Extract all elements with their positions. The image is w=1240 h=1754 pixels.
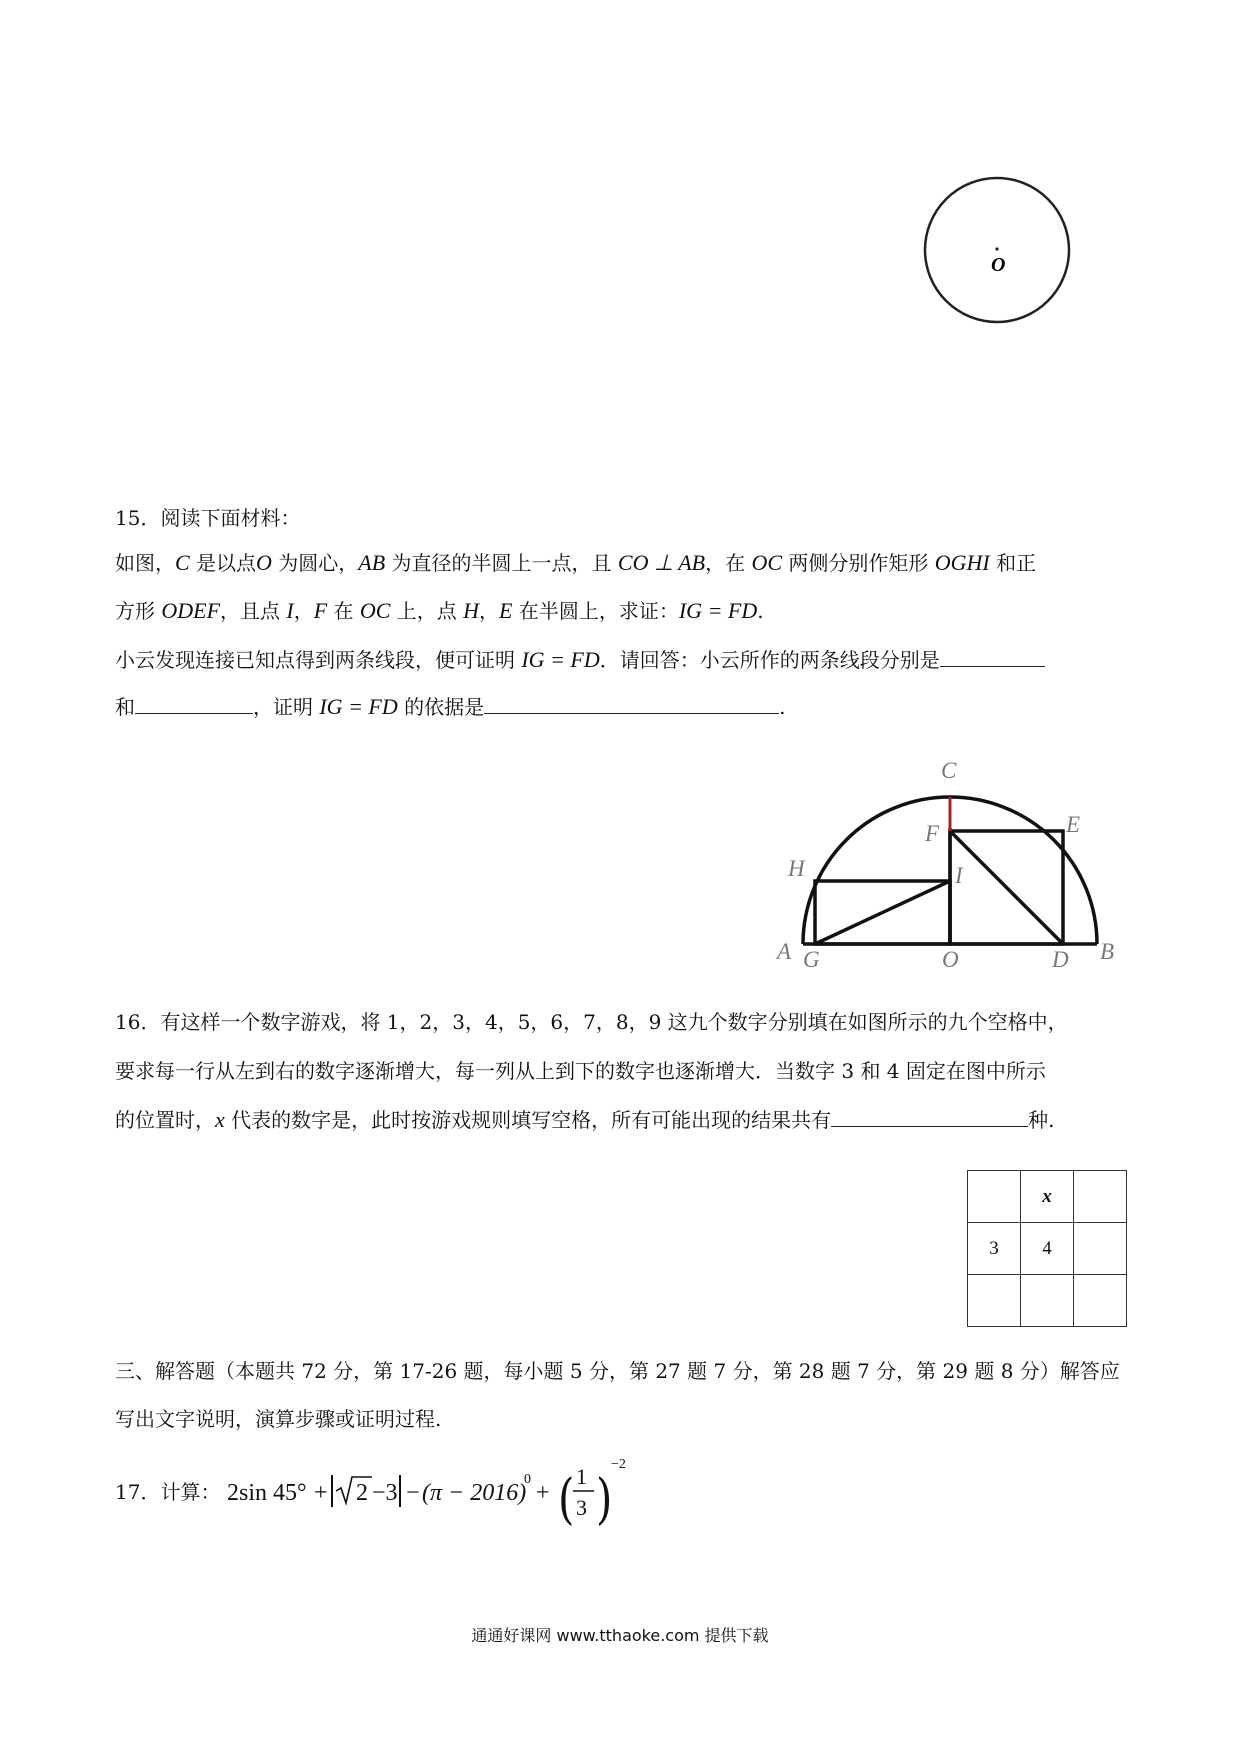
label-o: O bbox=[942, 947, 959, 972]
expr-2sin45: 2sin 45° bbox=[227, 1480, 307, 1506]
q17-label: 17．计算： bbox=[115, 1480, 221, 1504]
fraction-numerator: 1 bbox=[576, 1464, 587, 1489]
q15-line2: 方形 ODEF，且点 I，F 在 OC 上，点 H，E 在半圆上，求证：IG = FD. bbox=[115, 598, 764, 623]
circle-o-figure bbox=[900, 175, 1100, 335]
expr-minus: − bbox=[406, 1480, 420, 1506]
center-label: O bbox=[991, 254, 1006, 276]
center-dot bbox=[995, 247, 998, 250]
expr-minus3: −3 bbox=[372, 1480, 398, 1506]
grid-cell-x: x bbox=[1021, 1171, 1074, 1223]
label-e: E bbox=[1066, 812, 1081, 837]
expr-sqrt-arg: 2 bbox=[356, 1480, 368, 1506]
grid-cell-3: 3 bbox=[968, 1223, 1021, 1275]
q17-expression bbox=[222, 1455, 642, 1535]
grid-cell[interactable] bbox=[1021, 1275, 1074, 1327]
q16-line3: 的位置时，x 代表的数字是，此时按游戏规则填写空格，所有可能出现的结果共有 种. bbox=[115, 1107, 1055, 1132]
answer-blank-3[interactable] bbox=[484, 693, 779, 714]
grid-cell[interactable] bbox=[1074, 1223, 1127, 1275]
expr-plus: + bbox=[314, 1480, 328, 1506]
grid-row bbox=[968, 1275, 1127, 1327]
answer-blank-4[interactable] bbox=[831, 1106, 1028, 1127]
left-paren: ( bbox=[558, 1468, 575, 1531]
semicircle-figure bbox=[770, 750, 1140, 980]
q15-line4: 和 ，证明 IG = FD 的依据是 . bbox=[115, 694, 786, 719]
label-b: B bbox=[1100, 939, 1115, 964]
segment-fd bbox=[950, 831, 1063, 944]
grid-cell[interactable] bbox=[968, 1171, 1021, 1223]
label-g: G bbox=[803, 947, 820, 972]
label-h: H bbox=[788, 856, 805, 881]
expr-plus2: + bbox=[536, 1480, 550, 1506]
section3-line2: 写出文字说明，演算步骤或证明过程. bbox=[115, 1407, 442, 1431]
q16-line2: 要求每一行从左到右的数字逐渐增大，每一列从上到下的数字也逐渐增大．当数字 3 和 4 固定在图中所示 bbox=[115, 1059, 1046, 1083]
q15-title: 15．阅读下面材料： bbox=[115, 506, 301, 530]
right-paren: ) bbox=[596, 1468, 613, 1531]
grid-row bbox=[968, 1223, 1127, 1275]
q15-line3: 小云发现连接已知点得到两条线段，便可证明 IG = FD．请回答：小云所作的两条线段分别是 bbox=[115, 646, 1135, 674]
q15-line1: 如图，C 是以点O 为圆心，AB 为直径的半圆上一点，且 CO ⊥ AB，在 OC 两侧分别作矩形 OGHI 和正 bbox=[115, 550, 1037, 575]
grid-row bbox=[968, 1171, 1127, 1223]
number-grid bbox=[967, 1170, 1127, 1327]
footer: 通通好课网 www.tthaoke.com 提供下载 bbox=[471, 1626, 769, 1645]
label-f: F bbox=[925, 821, 940, 846]
label-i: I bbox=[955, 863, 963, 888]
segment-ig bbox=[815, 881, 950, 944]
label-c: C bbox=[941, 758, 957, 783]
label-d: D bbox=[1052, 947, 1069, 972]
answer-blank-1[interactable] bbox=[940, 646, 1045, 667]
grid-cell-4: 4 bbox=[1021, 1223, 1074, 1275]
fraction-denominator: 3 bbox=[576, 1495, 587, 1520]
label-a: A bbox=[777, 939, 792, 964]
grid-cell[interactable] bbox=[1074, 1275, 1127, 1327]
grid-cell[interactable] bbox=[1074, 1171, 1127, 1223]
grid-cell[interactable] bbox=[968, 1275, 1021, 1327]
section3-line1: 三、解答题（本题共 72 分，第 17-26 题，每小题 5 分，第 27 题 7 分，第 28 题 7 分，第 29 题 8 分）解答应 bbox=[115, 1359, 1120, 1383]
expr-exp0: 0 bbox=[524, 1472, 531, 1487]
q16-line1: 16．有这样一个数字游戏，将 1，2，3，4，5，6，7，8，9 这九个数字分别填在如图所示的九个空格中， bbox=[115, 1010, 1068, 1034]
expr-exp-neg2: −2 bbox=[611, 1457, 626, 1472]
expr-paren: (π − 2016) bbox=[422, 1480, 527, 1506]
answer-blank-2[interactable] bbox=[135, 693, 253, 714]
